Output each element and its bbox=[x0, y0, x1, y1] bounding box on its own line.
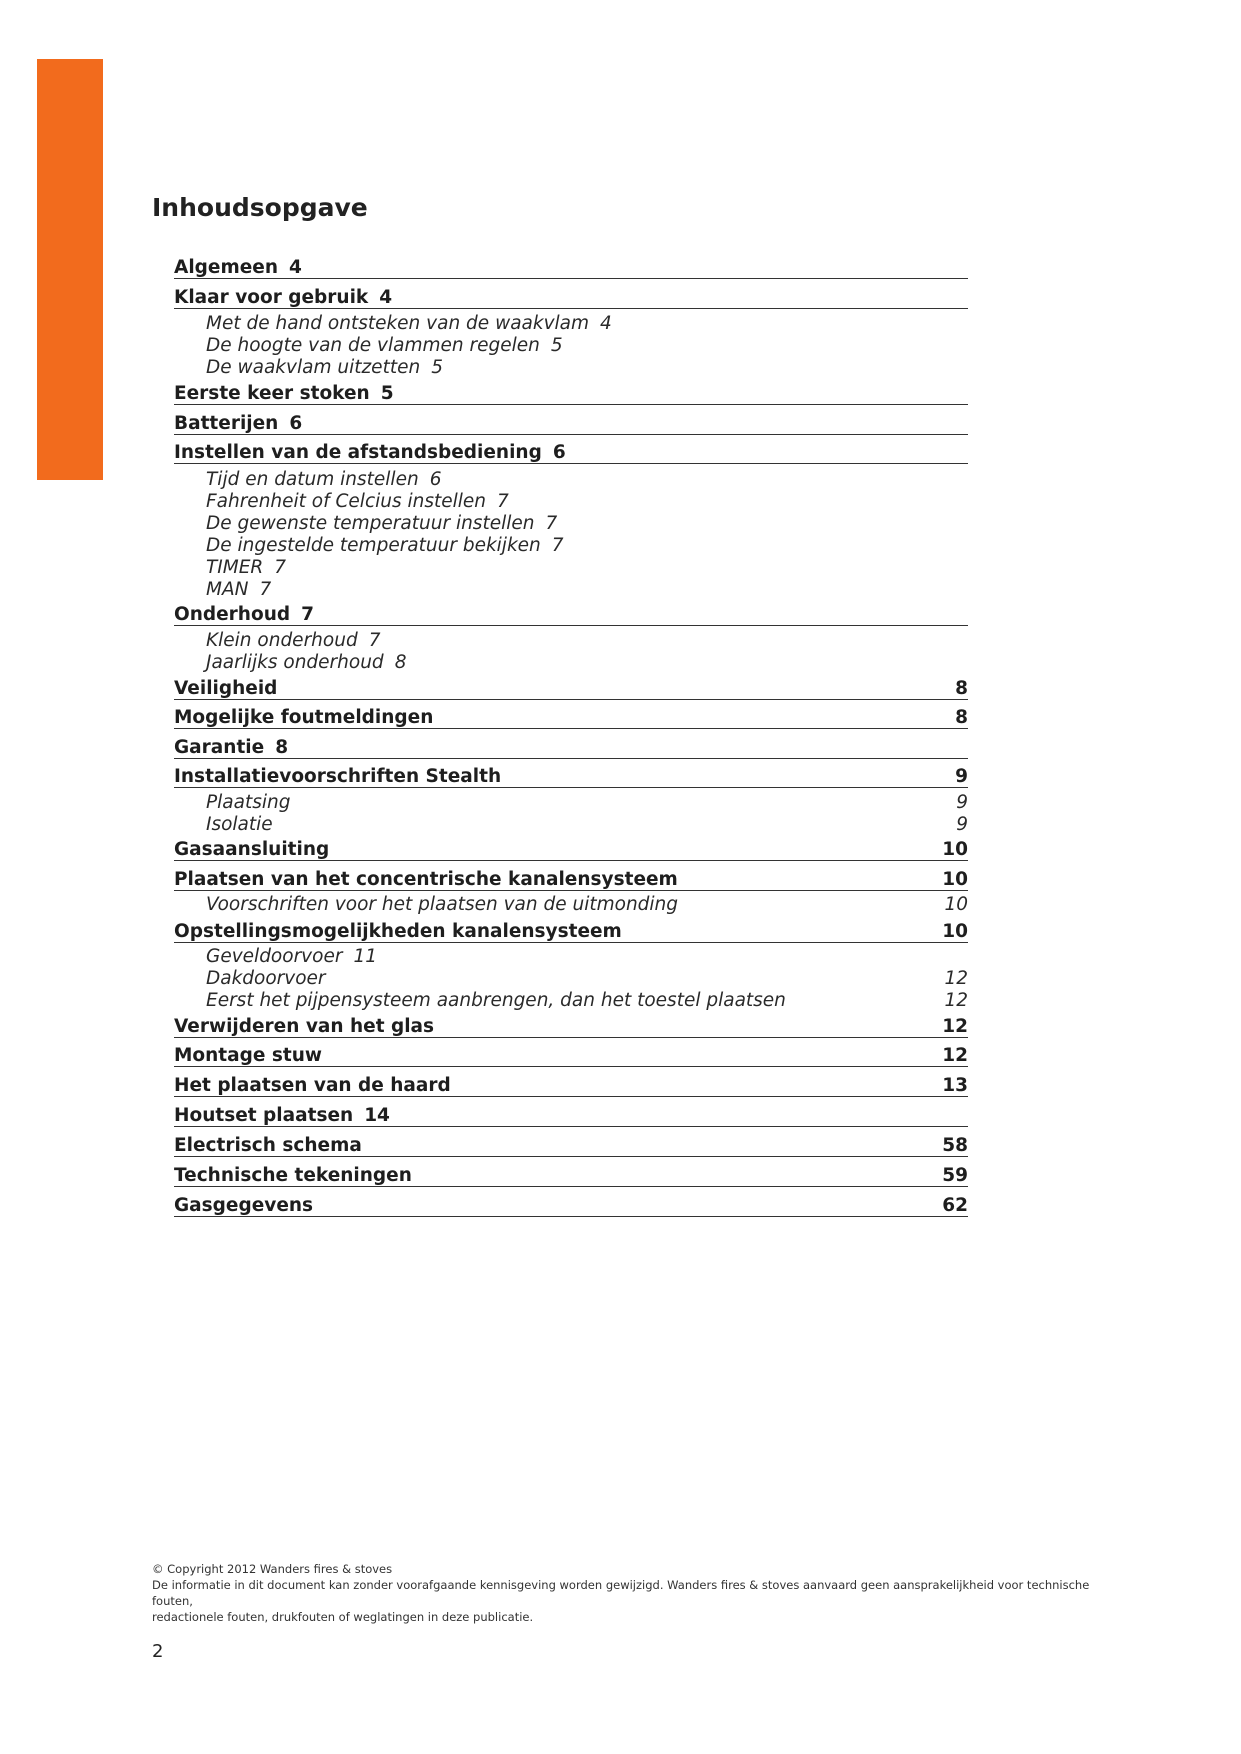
toc-entry-title: Jaarlijks onderhoud bbox=[206, 652, 384, 673]
toc-entry[interactable] bbox=[174, 920, 968, 943]
toc-entry-page: 14 bbox=[364, 1105, 390, 1126]
toc-entry-title: MAN bbox=[206, 579, 249, 600]
toc-entry-page: 11 bbox=[353, 946, 377, 967]
toc-entry-page: 7 bbox=[259, 579, 272, 600]
toc-entry-page: 10 bbox=[942, 839, 968, 860]
toc-entry-page: 6 bbox=[552, 442, 566, 463]
toc-entry-title: Installatievoorschriften Stealth bbox=[174, 766, 502, 787]
toc-subentry[interactable] bbox=[206, 630, 968, 652]
toc-entry[interactable] bbox=[174, 736, 968, 759]
toc-entry-title: Garantie bbox=[174, 737, 265, 758]
toc-entry-title: Het plaatsen van de haard bbox=[174, 1075, 451, 1096]
toc-entry-title: Eerste keer stoken bbox=[174, 383, 370, 404]
toc-entry-page: 12 bbox=[942, 1016, 968, 1037]
toc-entry[interactable] bbox=[174, 1194, 968, 1217]
toc-entry-title: Met de hand ontsteken van de waakvlam bbox=[206, 313, 590, 334]
toc-entry-title: Fahrenheit of Celcius instellen bbox=[206, 491, 487, 512]
toc-entry-title: Isolatie bbox=[206, 814, 273, 835]
toc-entry[interactable] bbox=[174, 1104, 968, 1127]
toc-entry[interactable] bbox=[174, 286, 968, 309]
toc-entry-title: Klein onderhoud bbox=[206, 630, 358, 651]
toc-entry-page: 7 bbox=[274, 557, 287, 578]
toc-entry-page: 9 bbox=[956, 792, 968, 813]
toc-entry-page: 7 bbox=[301, 604, 314, 625]
toc-subentry[interactable] bbox=[206, 535, 968, 557]
toc-entry-title: Montage stuw bbox=[174, 1045, 322, 1066]
toc-subentry[interactable] bbox=[206, 557, 968, 579]
toc-entry-title: De ingestelde temperatuur bekijken bbox=[206, 535, 541, 556]
toc-subentry[interactable] bbox=[206, 335, 968, 357]
toc-entry-page: 5 bbox=[550, 335, 563, 356]
page-title: Inhoudsopgave bbox=[152, 193, 368, 222]
toc-subentry[interactable] bbox=[206, 491, 968, 513]
toc-entry[interactable] bbox=[174, 868, 968, 891]
toc-entry[interactable] bbox=[174, 1074, 968, 1097]
toc-entry-title: Eerst het pijpensysteem aanbrengen, dan het toestel plaatsen bbox=[206, 990, 786, 1011]
toc-entry-page: 7 bbox=[551, 535, 564, 556]
toc-entry-title: Instellen van de afstandsbediening bbox=[174, 442, 542, 463]
toc-entry-title: Tijd en datum instellen bbox=[206, 469, 419, 490]
toc-entry[interactable] bbox=[174, 706, 968, 729]
toc-entry-title: De gewenste temperatuur instellen bbox=[206, 513, 535, 534]
toc-entry-page: 12 bbox=[944, 968, 968, 989]
toc-subentry[interactable] bbox=[206, 814, 968, 836]
toc-entry-page: 10 bbox=[942, 869, 968, 890]
toc-entry[interactable] bbox=[174, 1015, 968, 1038]
toc-entry[interactable] bbox=[174, 838, 968, 861]
toc-entry[interactable] bbox=[174, 1134, 968, 1157]
toc-subentry[interactable] bbox=[206, 990, 968, 1012]
toc-subentry[interactable] bbox=[206, 968, 968, 990]
disclaimer-text-cont: redactionele fouten, drukfouten of weglatingen in deze publicatie. bbox=[152, 1610, 534, 1624]
toc-entry-title: Verwijderen van het glas bbox=[174, 1016, 435, 1037]
toc-entry-page: 8 bbox=[955, 707, 968, 728]
toc-entry-page: 12 bbox=[942, 1045, 968, 1066]
toc-entry-title: Plaatsen van het concentrische kanalensysteem bbox=[174, 869, 678, 890]
toc-subentry[interactable] bbox=[206, 894, 968, 916]
toc-entry-page: 6 bbox=[429, 469, 442, 490]
toc-entry-title: Dakdoorvoer bbox=[206, 968, 326, 989]
copyright-text: © Copyright 2012 Wanders fires & stoves bbox=[152, 1562, 393, 1576]
toc-entry[interactable] bbox=[174, 382, 968, 405]
toc-entry-title: Voorschriften voor het plaatsen van de uitmonding bbox=[206, 894, 679, 915]
toc-entry-title: Houtset plaatsen bbox=[174, 1105, 354, 1126]
toc-entry-page: 59 bbox=[942, 1165, 968, 1186]
disclaimer-text: De informatie in dit document kan zonder voorafgaande kennisgeving worden gewijzigd. Wanders fires & stoves aanvaard geen aansprakelijkheid voor technische fouten, bbox=[152, 1578, 1090, 1608]
toc-entry-title: Geveldoorvoer bbox=[206, 946, 343, 967]
toc-subentry[interactable] bbox=[206, 579, 968, 601]
toc-entry-page: 13 bbox=[942, 1075, 968, 1096]
toc-entry-title: Opstellingsmogelijkheden kanalensysteem bbox=[174, 921, 622, 942]
toc-subentry[interactable] bbox=[206, 513, 968, 535]
toc-entry-title: Klaar voor gebruik bbox=[174, 287, 369, 308]
toc-entry-page: 58 bbox=[942, 1135, 968, 1156]
toc-entry-page: 5 bbox=[431, 357, 443, 378]
footer bbox=[152, 1561, 1112, 1625]
toc-subentry[interactable] bbox=[206, 357, 968, 379]
toc-subentry[interactable] bbox=[206, 792, 968, 814]
toc-entry-page: 8 bbox=[394, 652, 407, 673]
toc-entry-title: De hoogte van de vlammen regelen bbox=[206, 335, 540, 356]
toc-entry[interactable] bbox=[174, 765, 968, 788]
toc-entry-title: Batterijen bbox=[174, 413, 279, 434]
toc-entry-title: De waakvlam uitzetten bbox=[206, 357, 421, 378]
toc-entry-page: 7 bbox=[368, 630, 381, 651]
toc-entry-title: Gasaansluiting bbox=[174, 839, 330, 860]
toc-entry[interactable] bbox=[174, 677, 968, 700]
toc-subentry[interactable] bbox=[206, 469, 968, 491]
toc-entry-page: 7 bbox=[497, 491, 509, 512]
toc-entry-page: 8 bbox=[275, 737, 289, 758]
toc-entry[interactable] bbox=[174, 412, 968, 435]
toc-entry-page: 5 bbox=[380, 383, 394, 404]
toc-entry-page: 4 bbox=[289, 257, 302, 278]
toc-entry-title: Gasgegevens bbox=[174, 1195, 314, 1216]
toc-entry-page: 7 bbox=[545, 513, 558, 534]
toc-entry-title: Plaatsing bbox=[206, 792, 291, 813]
toc-entry-page: 62 bbox=[942, 1195, 968, 1216]
toc-subentry[interactable] bbox=[206, 313, 968, 335]
toc-entry-page: 12 bbox=[944, 990, 968, 1011]
toc-entry-page: 8 bbox=[955, 678, 968, 699]
toc-entry-title: Technische tekeningen bbox=[174, 1165, 412, 1186]
toc-entry-page: 4 bbox=[379, 287, 393, 308]
toc-subentry[interactable] bbox=[206, 652, 968, 674]
toc-entry[interactable] bbox=[174, 1044, 968, 1067]
toc-entry[interactable] bbox=[174, 1164, 968, 1187]
toc-entry[interactable] bbox=[174, 256, 968, 279]
toc-entry-title: Veiligheid bbox=[174, 678, 278, 699]
toc-entry-title: Onderhoud bbox=[174, 604, 291, 625]
toc-entry-page: 10 bbox=[942, 921, 968, 942]
toc-entry[interactable] bbox=[174, 441, 968, 464]
toc-entry-page: 9 bbox=[955, 766, 968, 787]
toc-entry-page: 4 bbox=[600, 313, 612, 334]
toc-entry-title: Mogelijke foutmeldingen bbox=[174, 707, 434, 728]
toc-entry-page: 9 bbox=[956, 814, 968, 835]
toc-entry[interactable] bbox=[174, 603, 968, 626]
toc-entry-page: 10 bbox=[944, 894, 968, 915]
toc-entry-title: Electrisch schema bbox=[174, 1135, 362, 1156]
toc-entry-title: Algemeen bbox=[174, 257, 278, 278]
page-number: 2 bbox=[152, 1641, 164, 1662]
toc-subentry[interactable] bbox=[206, 946, 968, 968]
toc-entry-page: 6 bbox=[289, 413, 303, 434]
toc-entry-title: TIMER bbox=[206, 557, 264, 578]
